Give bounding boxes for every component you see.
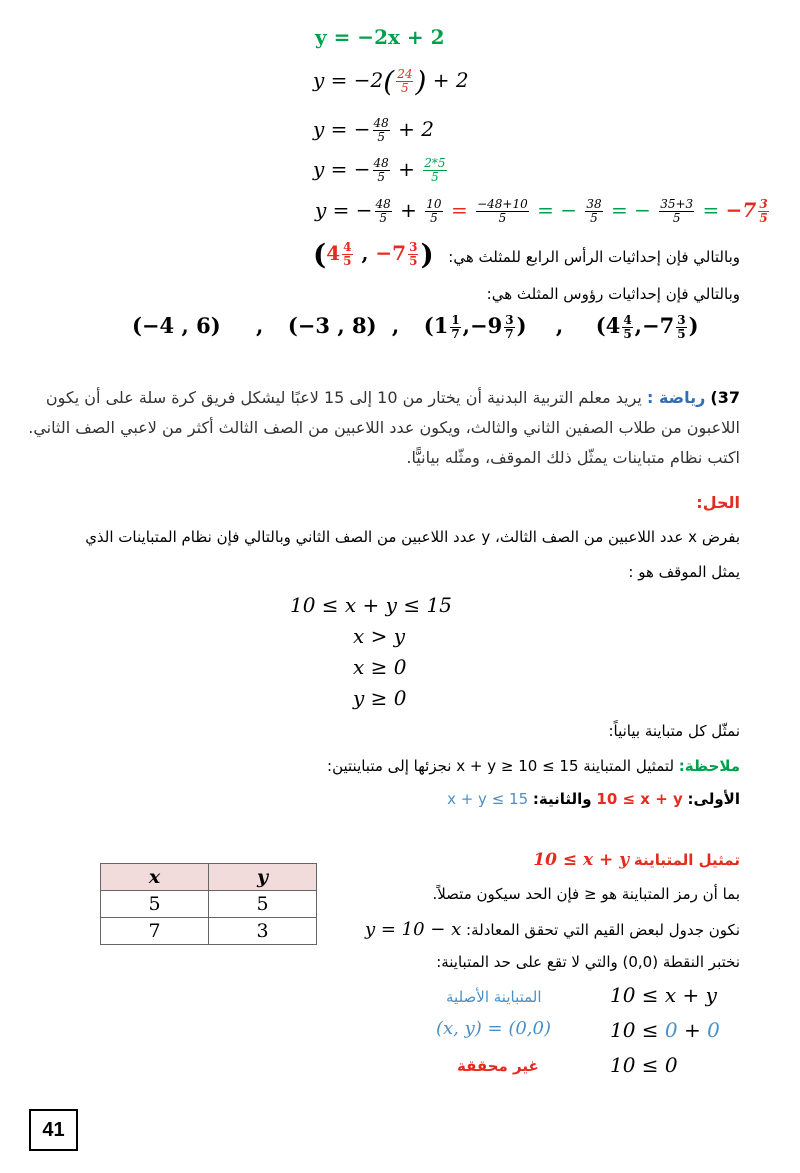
check-label-2: (x, y) = (0,0) bbox=[436, 1018, 552, 1039]
system-line-4: y ≥ 0 bbox=[353, 686, 407, 710]
check-expr-1: 10 ≤ x + y bbox=[610, 983, 717, 1007]
page-number: 41 bbox=[29, 1109, 78, 1151]
fourth-vertex-text: وبالتالي فإن إحداثيات الرأس الرابع للمثلث هي: bbox=[448, 248, 740, 266]
equation-substitution: y = −2( $\frac{24}{5}$ ) + 2 bbox=[313, 65, 469, 98]
graph-line-2: نكون جدول لبعض القيم التي تحقق المعادلة: y = 10 − x bbox=[364, 919, 740, 940]
solution-label: الحل: bbox=[696, 493, 740, 512]
check-label-3: غير محققة bbox=[457, 1057, 539, 1075]
vertices-text: وبالتالي فإن إحداثيات رؤوس المثلث هي: bbox=[486, 285, 740, 303]
system-line-1: 10 ≤ x + y ≤ 15 bbox=[290, 593, 452, 617]
problem-text: يريد معلم التربية البدنية أن يختار من 10 إلى 15 لاعبًا ليشكل فريق كرة سلة على أن يكون اللاعبون من طلاب الصفين الثاني والثالث، ويكون عدد اللاعبين من الصف الثالث أكثر من لاعبي الصف الثاني. اكتب نظام متباينات يمثّل ذلك الموقف، ومثّله بيانيًّا. bbox=[28, 388, 740, 467]
check-expr-2: 10 ≤ 0 + 0 bbox=[610, 1018, 720, 1042]
vertex-1: (−4 , 6) bbox=[132, 313, 221, 338]
note-line: ملاحظة: لتمثيل المتباينة 15 ≥ x + y ≥ 10 نجزئها إلى متباينتين: bbox=[327, 757, 740, 775]
equation-step-3: y = − $\frac{48}{5}$ + 2 bbox=[313, 116, 435, 144]
table-row: 7 3 bbox=[101, 918, 317, 945]
split-line: الأولى: 10 ≤ x + y والثانية: x + y ≤ 15 bbox=[447, 790, 740, 808]
solution-intro-1: بفرض x عدد اللاعبين من الصف الثالث، y عدد اللاعبين من الصف الثاني وبالتالي فإن نظام المتباينات الذي bbox=[85, 528, 740, 546]
vertex-4: (4 $\frac{4}{5}$ ,−7 $\frac{3}{5}$ ) bbox=[595, 313, 699, 341]
equation-line: y = −2x + 2 bbox=[315, 25, 445, 49]
solution-intro-2: يمثل الموقف هو : bbox=[628, 563, 740, 581]
problem-keyword: رياضة : bbox=[646, 388, 706, 407]
vertex-3: (1 $\frac{1}{7}$ ,−9 $\frac{3}{7}$ ) bbox=[423, 313, 527, 341]
graph-section-title: تمثيل المتباينة 10 ≤ x + y bbox=[533, 850, 740, 870]
equation-step-5: y = − $\frac{48}{5}$ + $\frac{10}{5}$ = $\frac{-48+10}{5}$ = − $\frac{38}{5}$ = − $\frac{35+3}{5}$ = −7 $\frac{3}{5}$ bbox=[315, 197, 768, 225]
graph-line-3: نختبر النقطة (0,0) والتي لا تقع على حد المتباينة: bbox=[436, 953, 740, 971]
vertex-2: (−3 , 8) bbox=[287, 313, 377, 338]
system-line-2: x > y bbox=[353, 624, 406, 648]
problem-number: 37) bbox=[710, 388, 740, 407]
graph-each-text: نمثّل كل متباينة بيانياً: bbox=[608, 722, 740, 740]
graph-line-1: بما أن رمز المتباينة هو ≤ فإن الحد سيكون متصلاً. bbox=[432, 885, 740, 903]
problem-statement bbox=[20, 383, 740, 473]
system-line-3: x ≥ 0 bbox=[353, 655, 407, 679]
table-header-y: y bbox=[209, 864, 317, 891]
table-header-x: x bbox=[101, 864, 209, 891]
equation-step-4: y = − $\frac{48}{5}$ + $\frac{2*5}{5}$ bbox=[313, 156, 446, 184]
table-row: 5 5 bbox=[101, 891, 317, 918]
values-table bbox=[100, 863, 317, 945]
check-expr-3: 10 ≤ 0 bbox=[610, 1053, 678, 1077]
vertices-list: (−4 , 6) , (−3 , 8) , (1 $\frac{1}{7}$ ,−9 $\frac{3}{7}$ ) , (4 $\frac{4}{5}$ ,−7 $\frac{3}{5}$ ) bbox=[132, 313, 699, 341]
fourth-vertex-coordinates: (4 $\frac{4}{5}$ , −7 $\frac{3}{5}$ ) bbox=[313, 238, 434, 271]
check-label-1: المتباينة الأصلية bbox=[446, 988, 542, 1006]
